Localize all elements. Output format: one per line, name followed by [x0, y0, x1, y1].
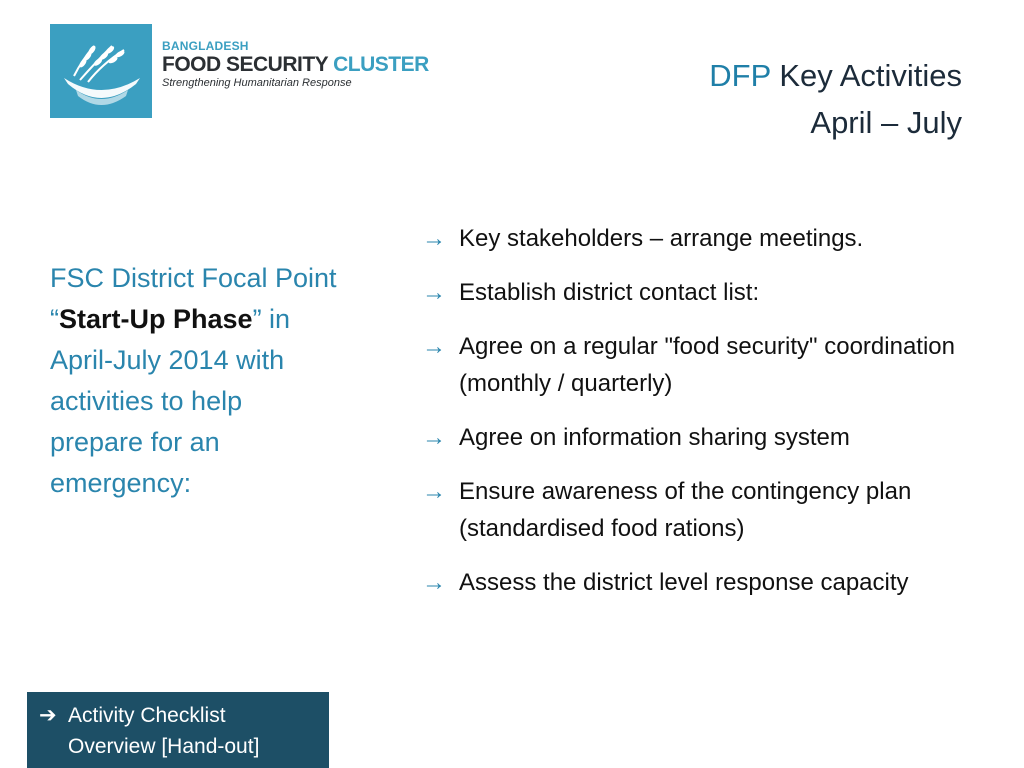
list-item — [422, 473, 1002, 547]
slide-title-line2: April – July — [810, 105, 962, 140]
slide-title — [709, 52, 962, 146]
checklist-line2: Overview [Hand-out] — [68, 735, 260, 758]
title-main: Key Activities — [779, 58, 962, 93]
list-item-text: Agree on a regular "food security" coordination (monthly / quarterly) — [459, 333, 955, 397]
right-arrow-icon: → — [422, 225, 446, 252]
logo-name-part2: CLUSTER — [333, 53, 429, 76]
checklist-row-1 — [39, 700, 317, 731]
list-item-text: Ensure awareness of the contingency plan (standardised food rations) — [459, 478, 912, 542]
list-item — [422, 564, 1002, 601]
description-bold: Start-Up Phase — [59, 304, 253, 334]
logo-name-part1: FOOD SECURITY — [162, 53, 328, 76]
logo-tagline: Strengthening Humanitarian Response — [162, 77, 352, 89]
right-arrow-icon: → — [422, 478, 446, 505]
list-item — [422, 328, 1002, 402]
checklist-line1: Activity Checklist — [68, 704, 226, 727]
activity-list — [422, 220, 1002, 618]
bold-right-arrow-icon: ➔ — [39, 704, 57, 727]
logo-name — [162, 53, 429, 77]
fsc-logo — [50, 24, 429, 120]
description-rest: ” in April-July 2014 with activities to help prepare for an emergency: — [50, 304, 291, 498]
activity-checklist-link[interactable] — [27, 692, 329, 768]
right-arrow-icon: → — [422, 424, 446, 451]
list-item-text: Establish district contact list: — [459, 279, 760, 306]
right-arrow-icon: → — [422, 333, 446, 360]
checklist-row-2 — [39, 731, 317, 762]
description-intro: FSC District Focal Point “ — [50, 263, 337, 334]
logo-country: BANGLADESH — [162, 39, 249, 53]
list-item — [422, 419, 1002, 456]
right-arrow-icon: → — [422, 279, 446, 306]
list-item-text: Assess the district level response capacity — [459, 569, 909, 596]
wheat-bowl-logo-icon — [50, 24, 152, 118]
spacer — [39, 731, 68, 762]
right-arrow-icon: → — [422, 569, 446, 596]
title-prefix: DFP — [709, 58, 771, 93]
list-item-text: Key stakeholders – arrange meetings. — [459, 225, 864, 252]
logo-text — [162, 40, 429, 90]
start-up-phase-description — [50, 258, 340, 504]
list-item-text: Agree on information sharing system — [459, 424, 850, 451]
slide-title-line1 — [709, 52, 962, 99]
list-item — [422, 274, 1002, 311]
list-item — [422, 220, 1002, 257]
